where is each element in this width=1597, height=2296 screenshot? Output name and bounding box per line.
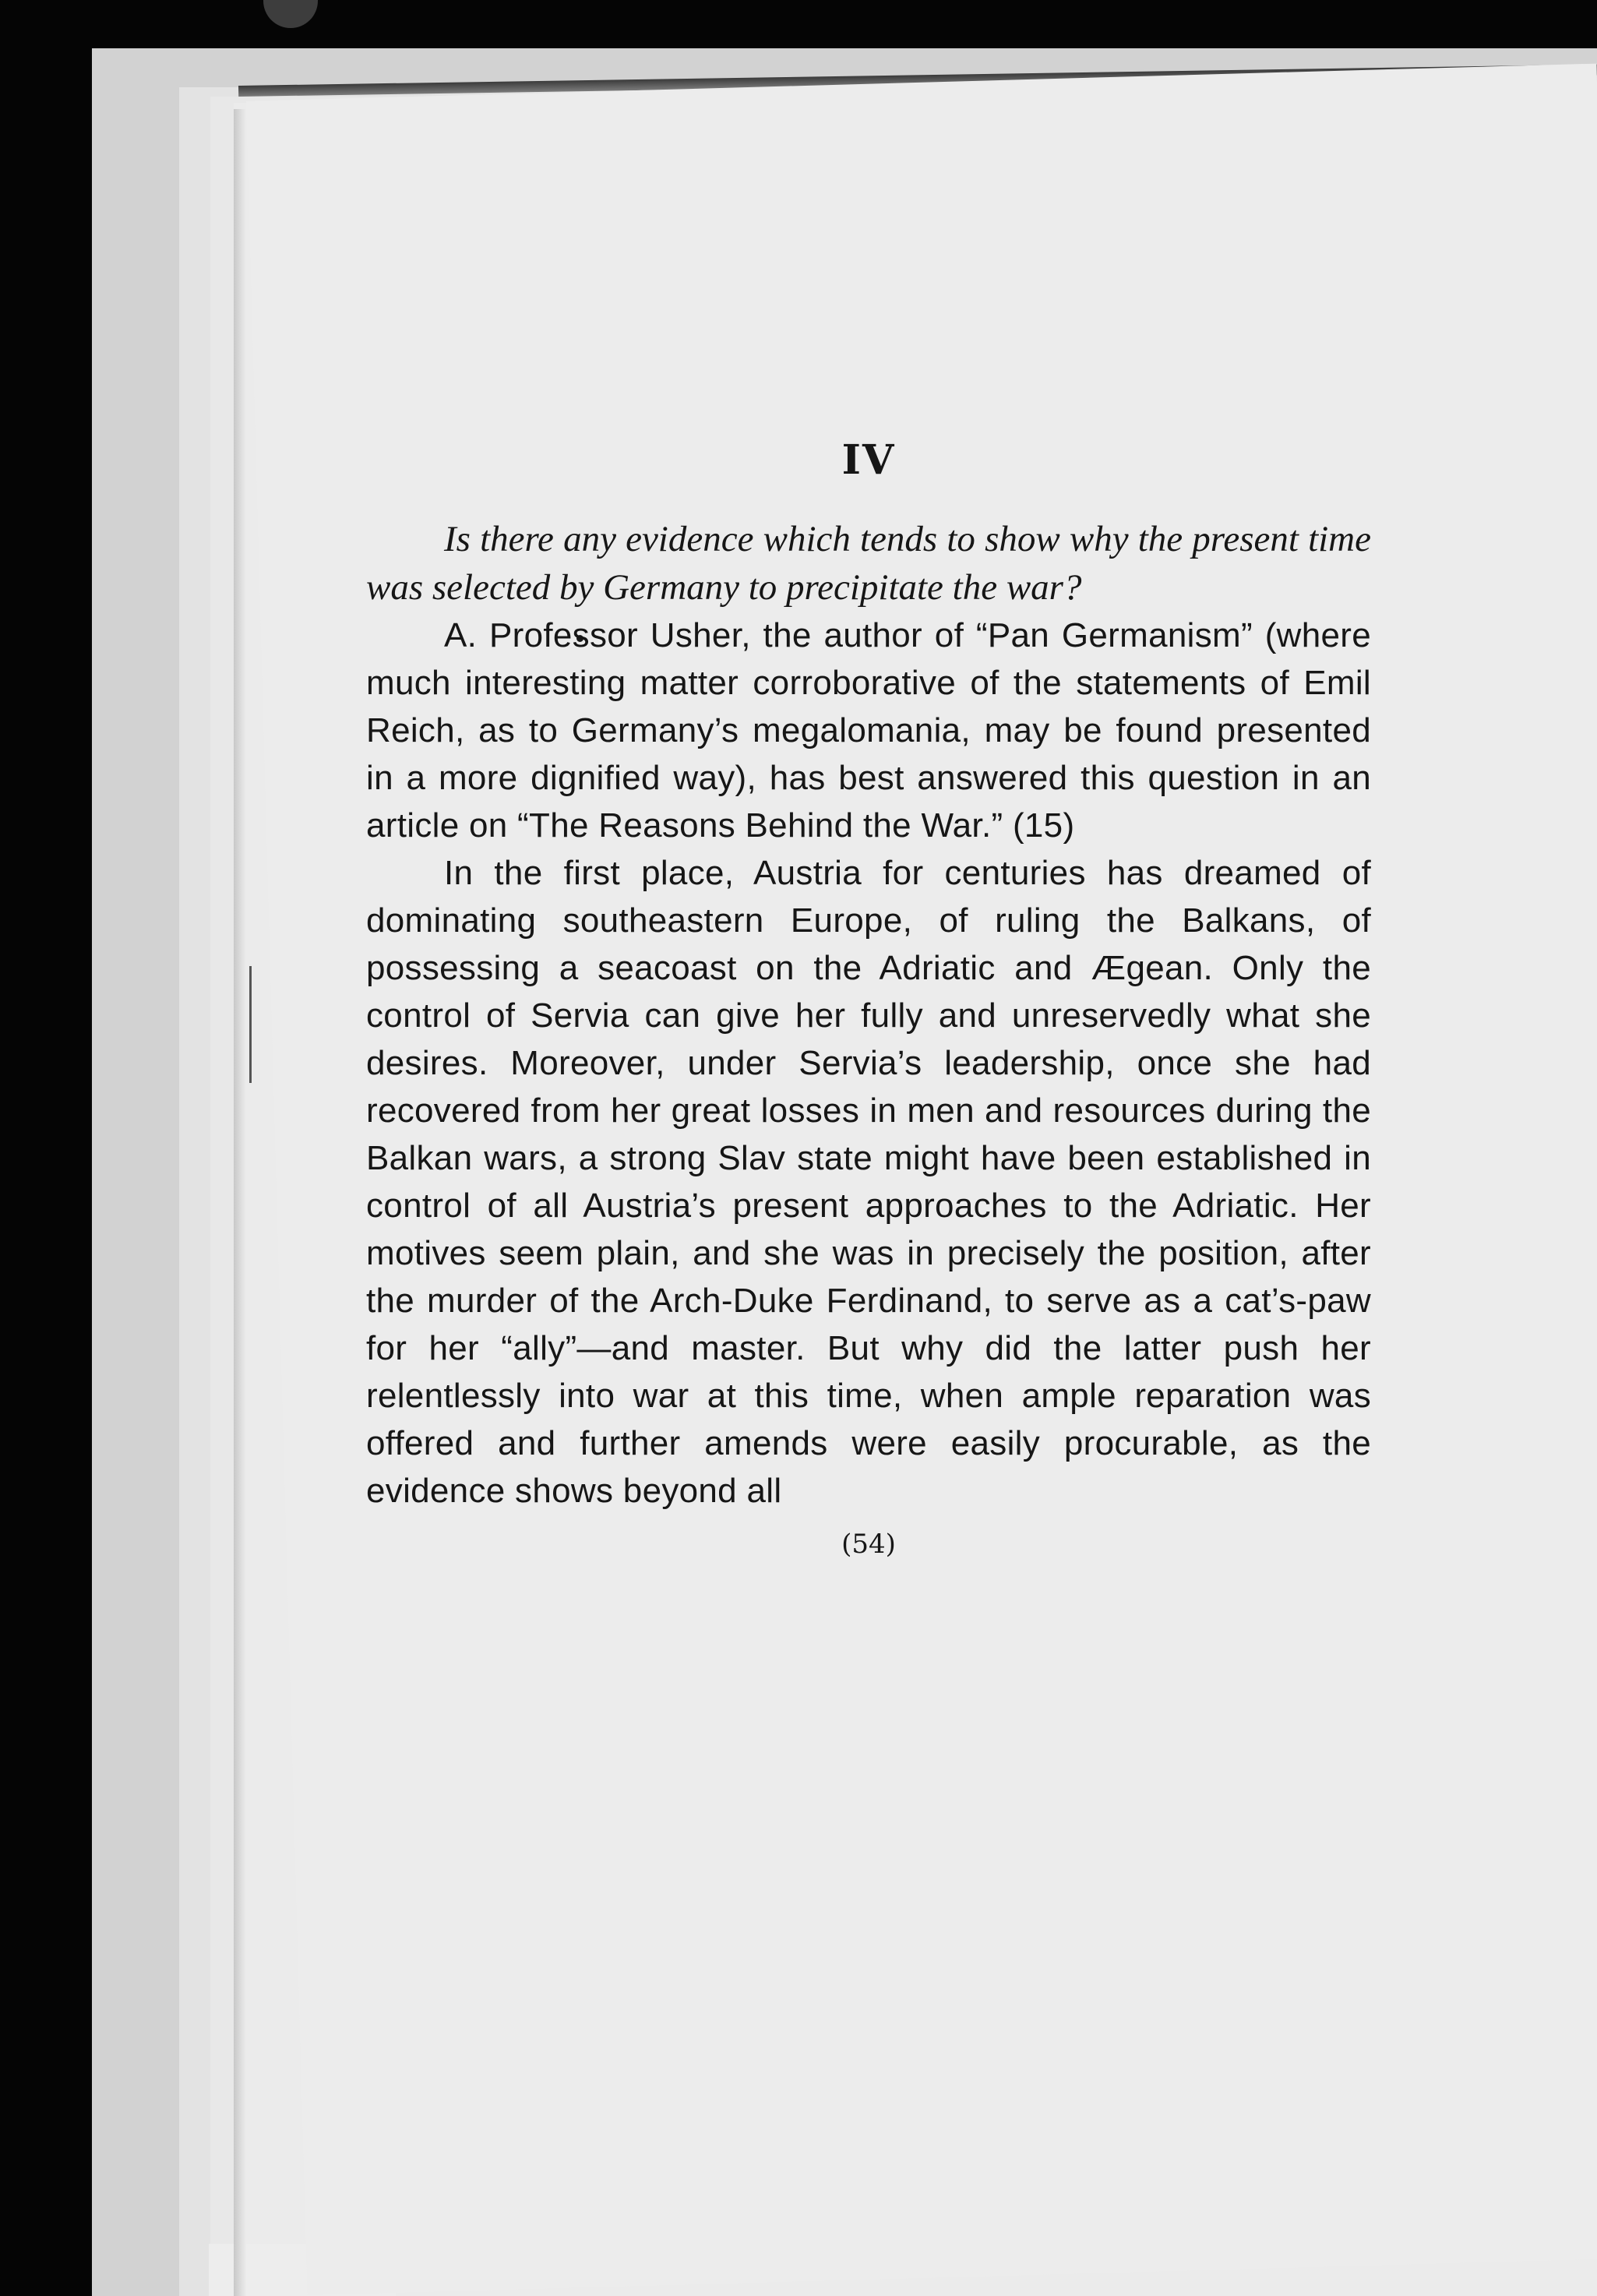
body-paragraph: In the first place, Austria for centuries has dreamed of dominating southeastern Europe, of ruling the Balkans, of possessing a seacoast on the Adriatic and Ægean. Only the control of Servia can give her fully and unreservedly what she desires. Moreover, under Servia’s leadership, once she had recovered from her great losses in men and resources during the Balkan wars, a strong Slav state might have been established in control of all Austria’s present approaches to the Adriatic. Her motives seem plain, and she was in precisely the position, after the murder of the Arch-Duke Ferdinand, to serve as a cat’s-paw for her “ally”—and master. But why did the latter push her relentlessly into war at this time, when ample reparation was offered and further amends were easily procurable, as the evidence shows beyond all — [366, 854, 1371, 1510]
page-text — [366, 436, 1371, 1560]
answer-paragraph: A. Professor Usher, the author of “Pan Germanism” (where much interesting matter corroborative of the statements of Emil Reich, as to Germany’s megalomania, may be found presented in a more dignified way), has best answered this question in an article on “The Reasons Behind the War.” (15) — [366, 616, 1371, 845]
page-gutter-shadow — [234, 109, 246, 2296]
scan-artifact — [249, 966, 252, 1083]
question-paragraph: Is there any evidence which tends to show why the present time was selected by Germany to precipitate the war? — [366, 519, 1371, 608]
page-number: (54) — [841, 1529, 896, 1560]
chapter-heading: IV — [841, 436, 896, 484]
scan-artifact — [263, 0, 318, 28]
